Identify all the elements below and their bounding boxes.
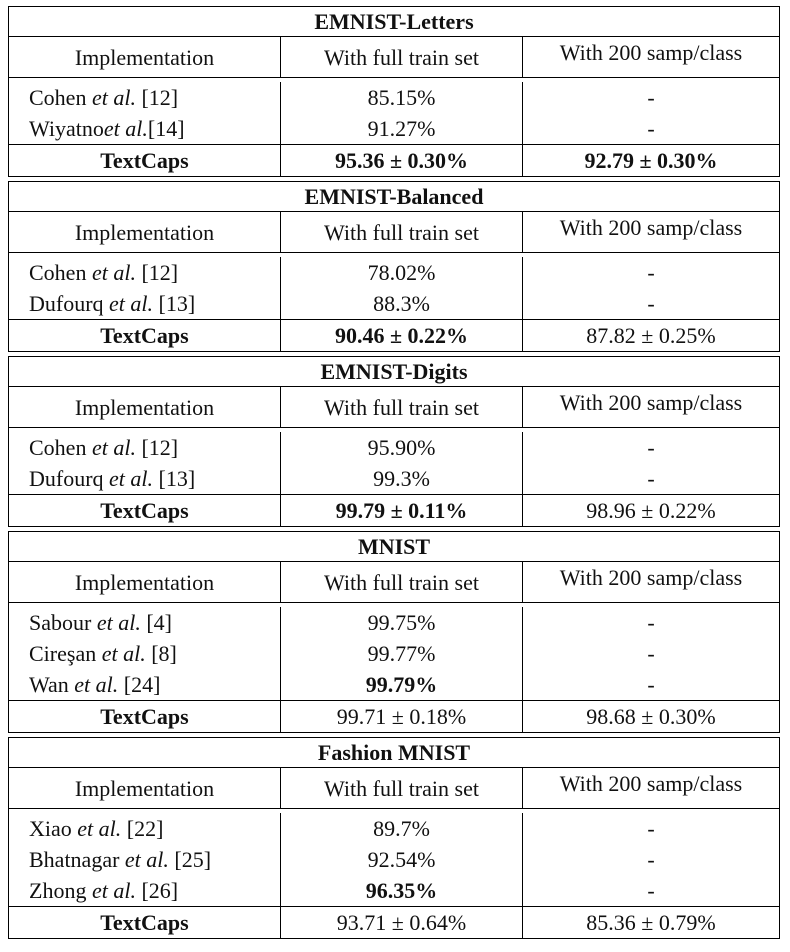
block-title: EMNIST-Letters (9, 7, 779, 37)
method-name: Bhatnagar (29, 847, 120, 872)
samp-cell: - (647, 672, 655, 697)
full-cell: 99.79% (281, 669, 523, 700)
et-al: et al. (101, 641, 146, 666)
et-al: et al. (91, 85, 136, 110)
textcaps-label: TextCaps (9, 495, 281, 526)
textcaps-row (9, 494, 779, 526)
full-cell: 96.35% (281, 875, 523, 906)
method-ref: [24] (123, 672, 161, 697)
header-implementation: Implementation (9, 37, 281, 77)
table-row (9, 875, 779, 906)
block-title: MNIST (9, 532, 779, 562)
method-ref: [12] (141, 435, 179, 460)
et-al: et al. (91, 260, 136, 285)
method-name: Wan (29, 672, 69, 697)
samp-cell: - (647, 116, 655, 141)
method-name: Dufourq (29, 466, 104, 491)
method-cell (9, 875, 281, 906)
method-name: Cohen (29, 260, 87, 285)
samp-cell: 98.68 ± 0.30% (586, 704, 716, 729)
block-title: EMNIST-Balanced (9, 182, 779, 212)
samp-cell: - (647, 847, 655, 872)
samp-cell: - (647, 85, 655, 110)
method-ref: [13] (158, 291, 196, 316)
header-implementation: Implementation (9, 768, 281, 808)
method-cell (9, 638, 281, 669)
method-cell (9, 288, 281, 319)
table-row (9, 78, 779, 113)
table-row (9, 603, 779, 638)
full-cell: 99.75% (281, 607, 523, 638)
samp-cell: 98.96 ± 0.22% (586, 498, 716, 523)
et-al: et al. (103, 116, 148, 141)
et-al: et al. (109, 291, 154, 316)
method-name: Cireşan (29, 641, 97, 666)
header-row (9, 212, 779, 253)
method-ref: [4] (146, 610, 172, 635)
samp-cell: - (647, 641, 655, 666)
method-cell (9, 113, 281, 144)
full-cell: 93.71 ± 0.64% (281, 907, 523, 938)
method-ref: [14] (147, 116, 185, 141)
table-row (9, 113, 779, 144)
header-samp: With 200 samp/class (559, 390, 743, 415)
full-cell: 88.3% (281, 288, 523, 319)
full-cell: 99.79 ± 0.11% (281, 495, 523, 526)
samp-cell: - (647, 435, 655, 460)
samp-cell: - (647, 816, 655, 841)
table-emnist-letters (8, 6, 780, 177)
samp-cell: - (647, 878, 655, 903)
method-cell (9, 813, 281, 844)
table-row (9, 288, 779, 319)
method-name: Wiyatno (29, 116, 104, 141)
method-cell (9, 432, 281, 463)
samp-cell: 92.79 ± 0.30% (584, 148, 718, 173)
full-cell: 91.27% (281, 113, 523, 144)
textcaps-label: TextCaps (9, 320, 281, 351)
table-row (9, 253, 779, 288)
header-full: With full train set (281, 562, 523, 602)
table-mnist (8, 531, 780, 733)
et-al: et al. (77, 816, 122, 841)
table-emnist-balanced (8, 181, 780, 352)
header-samp: With 200 samp/class (559, 771, 743, 796)
full-cell: 90.46 ± 0.22% (281, 320, 523, 351)
full-cell: 95.36 ± 0.30% (281, 145, 523, 176)
samp-cell: - (647, 291, 655, 316)
textcaps-row (9, 144, 779, 176)
full-cell: 78.02% (281, 257, 523, 288)
et-al: et al. (96, 610, 141, 635)
header-full: With full train set (281, 37, 523, 77)
header-full: With full train set (281, 212, 523, 252)
samp-cell: - (647, 466, 655, 491)
full-cell: 99.71 ± 0.18% (281, 701, 523, 732)
header-row (9, 768, 779, 809)
samp-cell: 85.36 ± 0.79% (586, 910, 716, 935)
table-row (9, 428, 779, 463)
method-ref: [25] (174, 847, 212, 872)
samp-cell: 87.82 ± 0.25% (586, 323, 716, 348)
method-cell (9, 463, 281, 494)
block-title: Fashion MNIST (9, 738, 779, 768)
method-ref: [12] (141, 85, 179, 110)
et-al: et al. (91, 435, 136, 460)
method-cell (9, 607, 281, 638)
table-fashion-mnist (8, 737, 780, 939)
textcaps-label: TextCaps (9, 145, 281, 176)
method-ref: [12] (141, 260, 179, 285)
header-samp: With 200 samp/class (559, 565, 743, 590)
et-al: et al. (91, 878, 136, 903)
table-row (9, 669, 779, 700)
header-implementation: Implementation (9, 387, 281, 427)
method-ref: [22] (126, 816, 164, 841)
method-ref: [13] (158, 466, 196, 491)
header-full: With full train set (281, 768, 523, 808)
textcaps-label: TextCaps (9, 907, 281, 938)
block-title: EMNIST-Digits (9, 357, 779, 387)
method-name: Zhong (29, 878, 87, 903)
table-row (9, 638, 779, 669)
et-al: et al. (74, 672, 119, 697)
method-cell (9, 844, 281, 875)
method-cell (9, 257, 281, 288)
samp-cell: - (647, 260, 655, 285)
et-al: et al. (109, 466, 154, 491)
header-samp: With 200 samp/class (559, 215, 743, 240)
method-name: Xiao (29, 816, 72, 841)
header-implementation: Implementation (9, 562, 281, 602)
table-row (9, 844, 779, 875)
header-implementation: Implementation (9, 212, 281, 252)
textcaps-row (9, 906, 779, 938)
textcaps-label: TextCaps (9, 701, 281, 732)
full-cell: 92.54% (281, 844, 523, 875)
method-cell (9, 669, 281, 700)
textcaps-row (9, 700, 779, 732)
method-ref: [8] (151, 641, 177, 666)
full-cell: 99.3% (281, 463, 523, 494)
full-cell: 99.77% (281, 638, 523, 669)
header-row (9, 37, 779, 78)
full-cell: 85.15% (281, 82, 523, 113)
samp-cell: - (647, 610, 655, 635)
header-row (9, 387, 779, 428)
method-name: Cohen (29, 435, 87, 460)
table-emnist-digits (8, 356, 780, 527)
et-al: et al. (124, 847, 169, 872)
textcaps-row (9, 319, 779, 351)
method-ref: [26] (141, 878, 179, 903)
header-row (9, 562, 779, 603)
full-cell: 95.90% (281, 432, 523, 463)
method-name: Cohen (29, 85, 87, 110)
table-row (9, 463, 779, 494)
table-row (9, 809, 779, 844)
method-name: Sabour (29, 610, 92, 635)
method-name: Dufourq (29, 291, 104, 316)
header-samp: With 200 samp/class (559, 40, 743, 65)
full-cell: 89.7% (281, 813, 523, 844)
method-cell (9, 82, 281, 113)
header-full: With full train set (281, 387, 523, 427)
